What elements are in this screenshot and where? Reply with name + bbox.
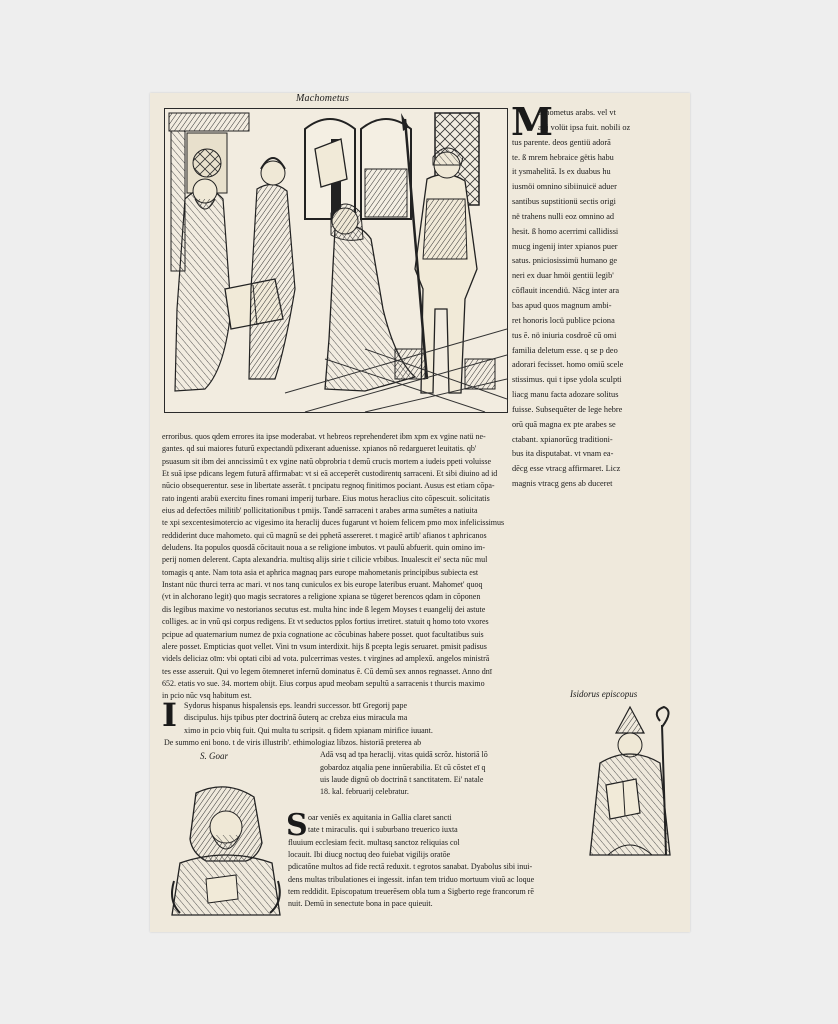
text-line: santibus supstitionü sectis origi [512, 197, 616, 207]
text-line: uis laude dignū ob doctrinā t sanctitatem. Ei' natale [320, 775, 484, 785]
text-line: perij nomen delerent. Capta alexandria. multisq alijs sirie t cilicie vrbibus. Inualescit ei' secta nūc mul [162, 555, 488, 565]
text-line: familia deletum esse. q se p deo [512, 345, 618, 355]
text-line: discipulus. hijs tpibus pter doctrinā ōuterq ac crebza eius miracula ma [184, 713, 408, 723]
text-line: magnis vtracg gens ab duceret [512, 479, 613, 489]
goar-body-text [288, 812, 588, 911]
text-line: mucg ingenij inter xpianos puer [512, 241, 618, 251]
text-line: it ysmahelitā. Is ex duabus hu [512, 167, 611, 177]
text-line: Adā vsq ad tpa heraclij. vitas quidā scrōz. historiā lō [320, 750, 488, 760]
text-line: reddiderint duce mahometo. qui cū magnū se dei pphetā assereret. t magicē artib' afianos t aphricanos [162, 530, 487, 540]
text-line: dis legibus maxime vo nestorianos secutus est. multa hinc inde ß legem Moyses t euangelij dei astute [162, 604, 486, 614]
text-line: Sydorus hispanus hispalensis eps. leandri successor. btī Gregorij pape [184, 701, 408, 710]
text-line: 18. kal. februarij celebratur. [320, 787, 409, 797]
text-line: stissimus. qui t ipse ydola sculpti [512, 375, 622, 385]
book-page [150, 93, 690, 932]
text-line: deludens. Ita populos quosdā cōcitauit noua a se religione imbutos. vt paulū abfuerit. quin omino im- [162, 543, 486, 553]
initial-s-decorated: S [286, 808, 308, 843]
text-line: alere posset. Empticias quot vellet. Vini tn vsum interdixit. hijs ß pcepta legis seruaret. pmisit padisus [162, 641, 487, 651]
goar-heading: S. Goar [200, 751, 229, 761]
text-line: te. ß mrem hebraice gëtis habu [512, 152, 614, 162]
text-line: adorari fecisset. homo omiū scele [512, 360, 624, 370]
text-line: psuasum sit ibm dei anncissimū t ex vgine natū obprobria t demū crucis mortem a iudeis ppeti voluisse [162, 456, 492, 466]
text-line: colliges. ac in vnū qsi corpus redigens. Et vt seductos pplos fortius irretiret. statuit q homo toto vxores [162, 617, 489, 627]
text-line: liacg manu facta adozare solitus [512, 390, 619, 400]
isidorus-heading: Isidorus episcopus [570, 689, 638, 699]
text-line: Instant nüc thurci terra ac mari. vt nos tanq cuniculos ex bis europe lateribus eruant. Mahomet' quoq [162, 580, 483, 590]
text-line: tes esse asseruit. Qui vo legem ōtemneret infernū dominatus ē. Cū demū sex annos regnasset. Anno dnī [162, 666, 492, 676]
text-line: gantes. qd sui maiores futurū expectandü pdixerant aduenisse. xpianos nō redargueret leuitatis. qb' [162, 444, 477, 454]
machometus-body-text [162, 431, 682, 703]
text-line: locauit. Ibi diucg noctuq deo fuiebat vigilijs oratōe [288, 850, 451, 860]
text-line: dēcg esse vtracg affirmaret. Licz [512, 464, 621, 474]
text-line: tem reddidit. Episcopatum treuerēsem obla tum a Sigberto rege francorum rē [288, 887, 534, 897]
initial-m-decorated: M [511, 99, 554, 144]
text-line: oar veniēs ex aquitania in Gallia claret sancti [308, 813, 452, 822]
text-line: neri ex duar hmöi gentiü legib' [512, 271, 614, 281]
text-line: hesit. ß homo acerrimi callidissi [512, 226, 619, 236]
machometus-heading: Machometus [296, 93, 350, 104]
text-line: tomagis q ante. Nam tota asia et aphrica magnaq pars europe mahometanis principibus subiecta est [162, 567, 479, 577]
text-line: tus ē. nö iniuria cosdroē cū omi [512, 330, 617, 340]
text-line: rato ingenti arabü exercitu fines romani imperij turbare. Eius motus heraclius cito cōpescuit. solicitatis [162, 493, 490, 503]
text-line: cōflauit incendiü. Nācg inter ara [512, 286, 620, 296]
text-line: gobardoz atqalia pene innūerabilia. Et cū cōstet eī q [320, 762, 486, 772]
text-line: iusmöi omnino sibiinuicë aduer [512, 182, 617, 192]
text-line: alij volüt ipsa fuit. nobili oz [538, 122, 631, 132]
goar-monk-woodcut [166, 783, 286, 919]
text-line: Et suā ipse pdicans legem futurā affirmabat: vt si eā acceperēt custodirentq sarraceni. Et sibi diuino ad id [162, 469, 498, 479]
text-line: fuisse. Subsequēter de lege hebre [512, 404, 623, 414]
text-line: videls deliciaz oīm: vbi optati cibi ad vota. pulcerrimas vestes. t virgines ad amplexū. angelos ministrā [162, 654, 490, 664]
text-line: De summo eni bono. t de viris illustrib'. ethimologiaz libzos. historiā preterea ab [164, 738, 422, 748]
text-line: ximo in pcio vbiq fuit. Qui multa tu scripsit. q fidem xpianam mirifice iuuant. [184, 725, 433, 735]
text-line: satus. pniciosissimü humano ge [512, 256, 618, 266]
text-line: fluuium ecclesiam fecit. multasq sanctoz reliquias col [288, 837, 460, 847]
text-line: pdicatōne multos ad fide rectā reduxit. t egrotos sanabat. Dyabolus sibi inui- [288, 862, 533, 872]
text-line: bas apud quos magnum ambi- [512, 300, 612, 310]
text-line: nūcio obsequerentur. sese in libertate asserāt. t pncipatu regnoq finitimos pociant. Ausus est etiam cōpa- [162, 481, 495, 491]
text-line: erroribus. quos qdem errores ita ipse moderabat. vt hebreos reprehenderet ibm xpm ex vgine natü ne- [162, 432, 486, 441]
text-line: ret honoris locü publice pciona [512, 315, 615, 325]
mohammed-woodcut-illustration [164, 108, 508, 413]
text-line: (vt in alchorano legit) quo magis secratores a religione xpiana se tügeret berencos qdam in cōponen [162, 592, 481, 602]
text-line: tus parente. deos gentiü adorā [512, 137, 611, 147]
text-line: dens multas tribulationes ei ingessit. infan tem triduo mortuum viuū ac loque [288, 874, 535, 884]
text-line: tate t miraculis. qui i suburbano treuerico iuxta [308, 825, 458, 835]
text-line: ctabant. xpianorūcg traditioni- [512, 434, 613, 444]
text-line: pcipue ad quaternarium numez de pxia cognatione ac cōcubinas habere posset. quot facultatibus suis [162, 629, 484, 639]
text-line: achometus arabs. vel vt [538, 108, 616, 117]
text-line: në trahens nulli eoz omnino ad [512, 211, 615, 221]
text-line: eius ad defectōes militib' pollicitationibus t pmijs. Tandē sarraceni t arabes arma sumētes a natiuita [162, 506, 478, 516]
text-line: orū quā magna ex pte arabes se [512, 419, 616, 429]
isidorus-bishop-woodcut [578, 705, 682, 861]
text-line: te xpi sexcentesimotercio ac vigesimo ita heraclij duces fugarunt vt hoiem felicem pmo mox infelicissimus [162, 518, 505, 528]
text-line: nuit. Demū in senectute bona in pace quieuit. [288, 899, 433, 909]
text-line: in pcio nūc vsq habitum est. [162, 691, 252, 701]
initial-i-decorated: I [162, 696, 177, 734]
text-line: bus ita disputabat. vt vnam ea- [512, 449, 614, 459]
text-line: 652. etatis vo sue. 34. mortem obijt. Eius corpus apud meobam sepultū a sarracenis t thurcis maximo [162, 678, 485, 688]
